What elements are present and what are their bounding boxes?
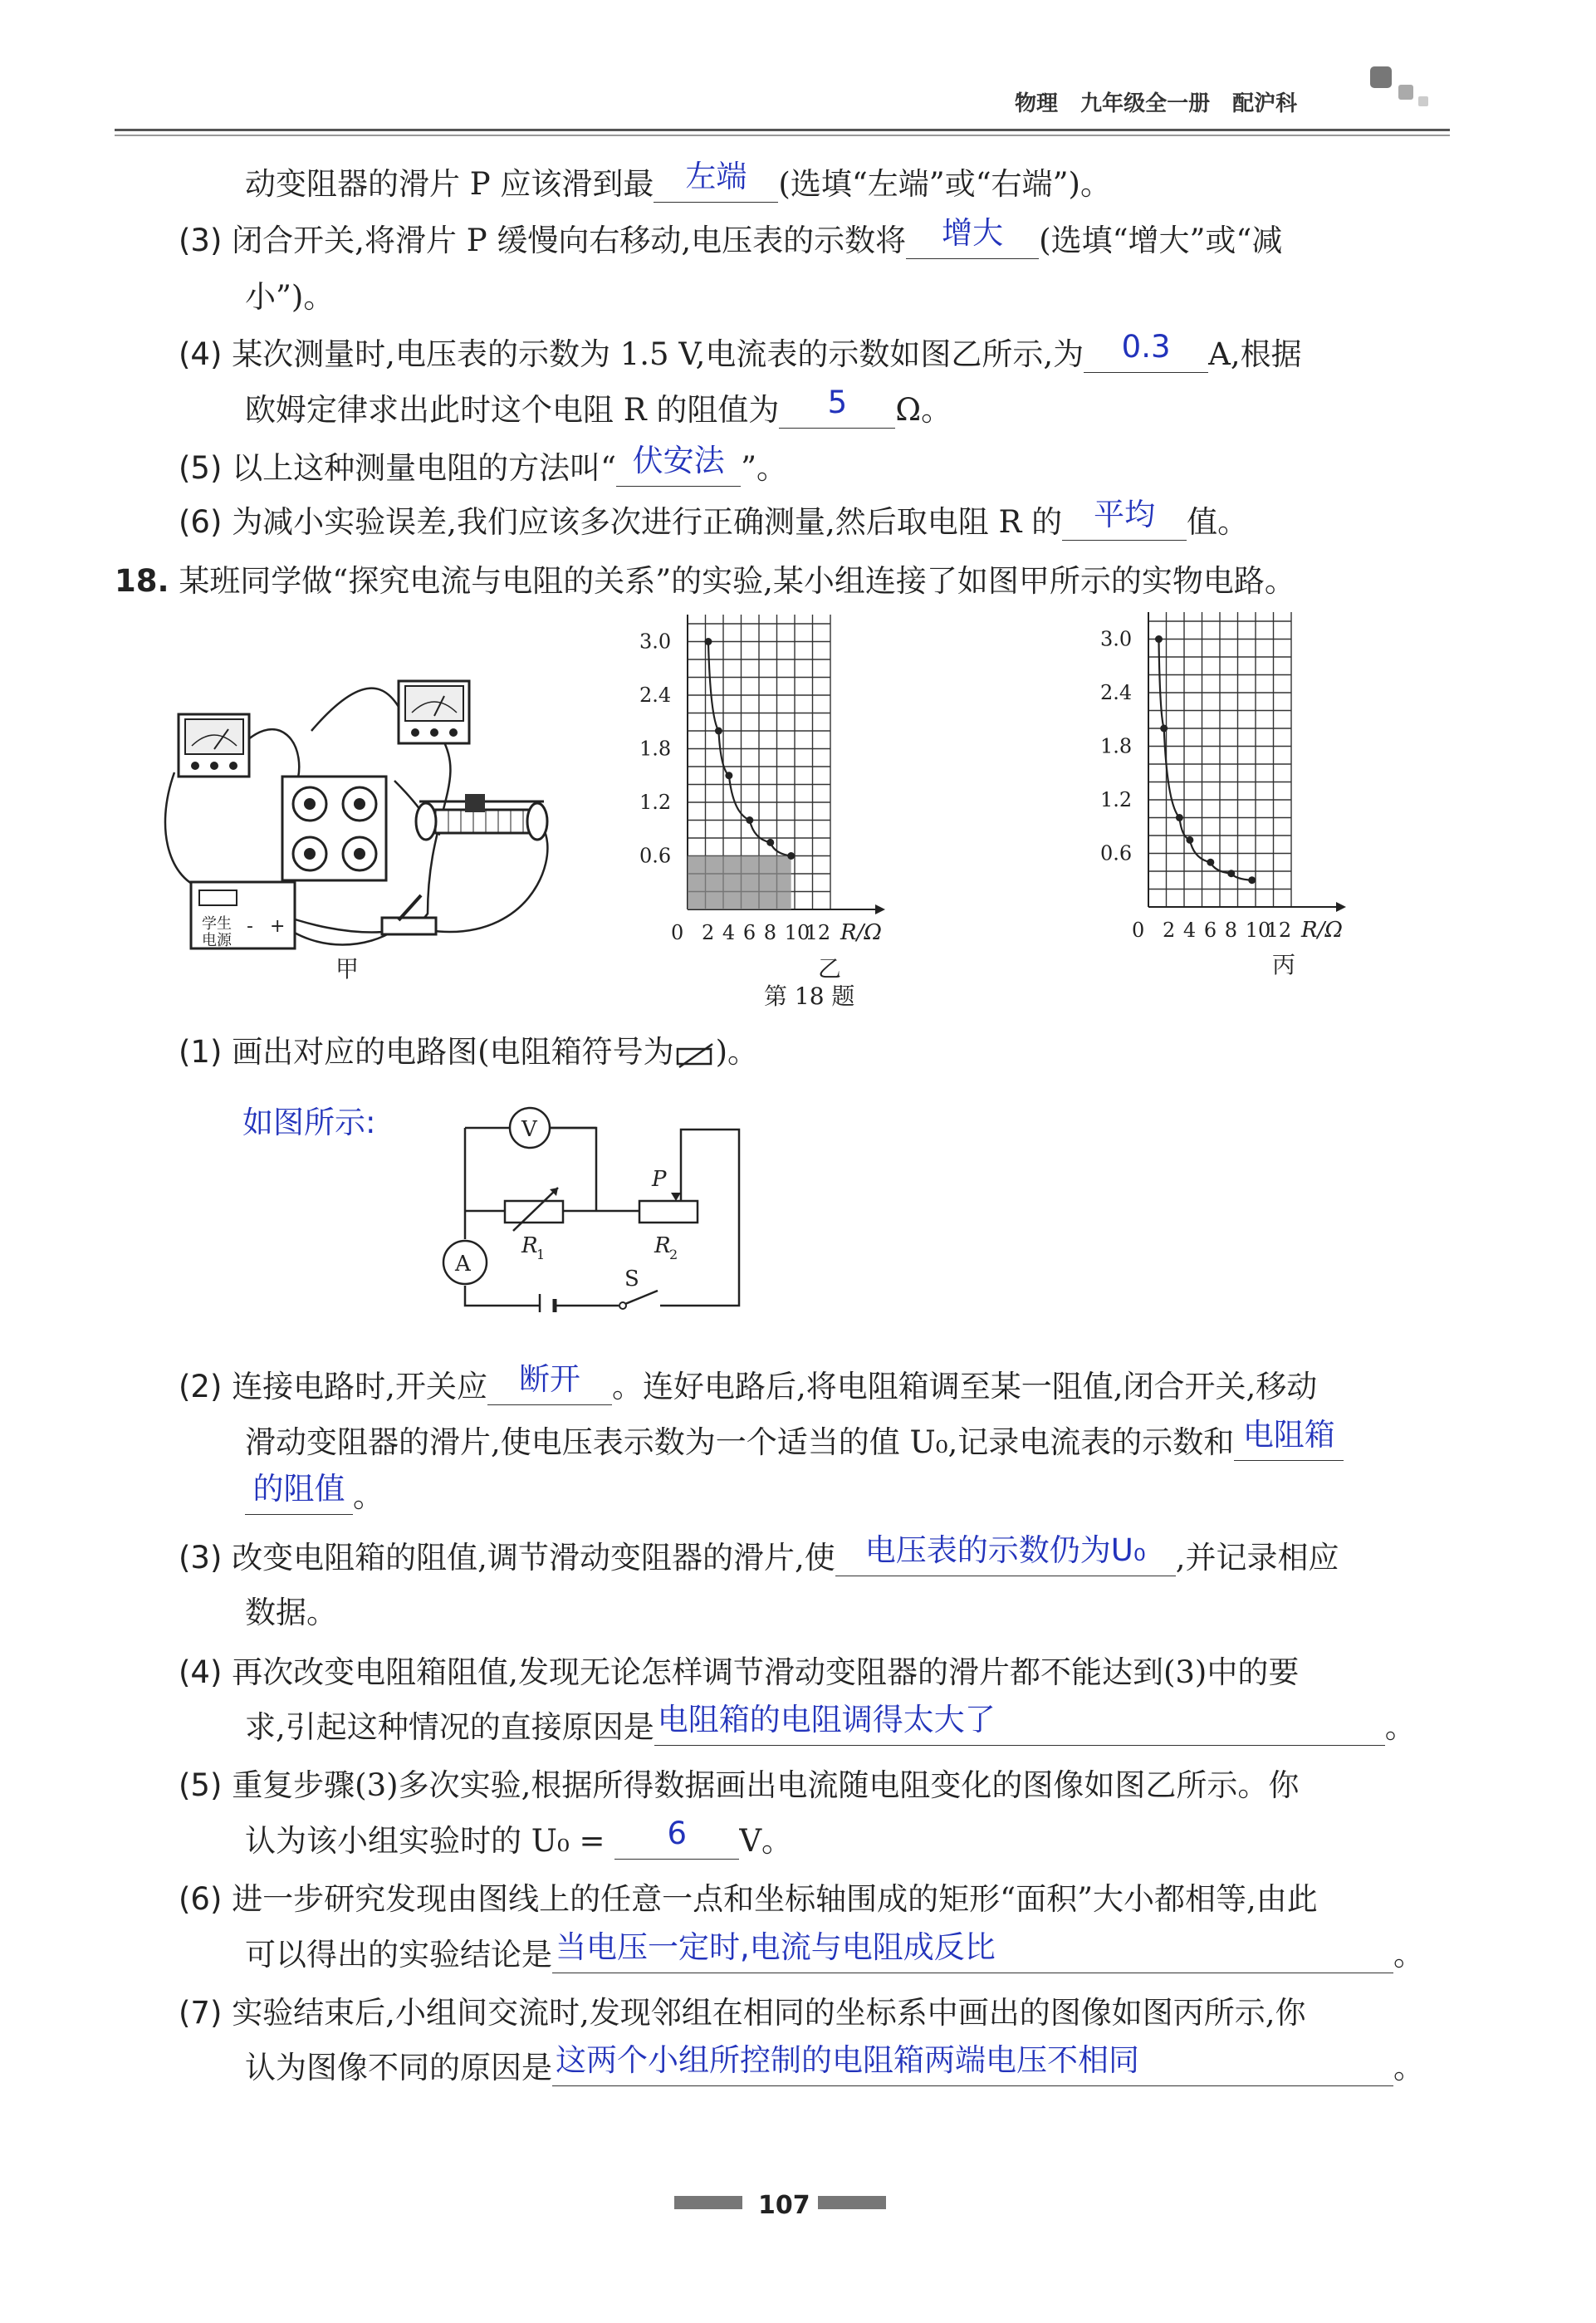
answer-blank: 5 — [779, 396, 895, 429]
svg-text:P: P — [652, 1167, 667, 1192]
x-tick-label: 6 — [742, 921, 756, 944]
q18-sub1: (1) 画出对应的电路图(电阻箱符号为 )。 — [179, 1034, 759, 1070]
answer-blank: 电阻箱的电阻调得太大了 — [654, 1713, 1385, 1746]
answer-blank: 当电压一定时,电流与电阻成反比 — [552, 1941, 1393, 1973]
rheostat-r2 — [639, 1167, 698, 1262]
y-tick-label: 1.2 — [639, 791, 672, 814]
x-tick-label: 6 — [1203, 919, 1217, 942]
x-axis-label: R/Ω — [1301, 918, 1343, 943]
q18-sub4: (4) 再次改变电阻箱阻值,发现无论怎样调节滑动变阻器的滑片都不能达到(3)中的要 — [179, 1654, 1300, 1690]
y-tick-label: 3.0 — [639, 630, 672, 654]
header-rule-thin — [115, 135, 1450, 136]
svg-text:A: A — [455, 1252, 471, 1277]
svg-text:1: 1 — [536, 1247, 546, 1262]
q17-sub4: (4) 某次测量时,电压表的示数为 1.5 V,电流表的示数如图乙所示,为 0.3 A,根据 — [179, 329, 1302, 372]
q18-sub5: (5) 重复步骤(3)多次实验,根据所得数据画出电流随电阻变化的图像如图乙所示。你 — [179, 1767, 1300, 1803]
voltmeter-symbol — [510, 1108, 550, 1148]
x-tick-label: 4 — [1182, 919, 1197, 942]
x-tick-label: 10 — [1245, 919, 1271, 942]
q17-sub6: (6) 为减小实验误差,我们应该多次进行正确测量,然后取电阻 R 的 平均 值。 — [179, 497, 1249, 540]
voltmeter-icon — [399, 681, 469, 743]
q18-sub2-l3: 的阻值 。 — [245, 1478, 384, 1515]
x-tick-label: 12 — [805, 921, 831, 944]
power-supply-icon — [191, 882, 295, 949]
y-tick-label: 1.8 — [639, 737, 672, 761]
answer-blank: 这两个小组所控制的电阻箱两端电压不相同 — [552, 2054, 1393, 2086]
answer-blank: 电阻箱 — [1234, 1429, 1344, 1461]
header-edition: 配沪科 — [1232, 91, 1298, 116]
x-tick-label: 12 — [1266, 919, 1292, 942]
y-tick-label: 3.0 — [1100, 627, 1133, 651]
fig-bing-label: 丙 — [1272, 951, 1296, 978]
fig-yi-label: 乙 — [818, 955, 842, 983]
x-axis-arrow — [1336, 902, 1346, 912]
data-point — [1176, 814, 1183, 821]
svg-text:+: + — [270, 916, 286, 937]
header-subject: 物理 — [1015, 91, 1059, 116]
q18-sub2-l2: 滑动变阻器的滑片,使电压表示数为一个适当的值 U₀,记录电流表的示数和 电阻箱 — [245, 1424, 1344, 1461]
header-rule — [115, 129, 1450, 131]
x-tick-label: 0 — [1132, 919, 1145, 942]
data-point — [746, 816, 753, 824]
ammeter-symbol — [443, 1241, 487, 1284]
svg-text:电源: 电源 — [202, 932, 232, 949]
answer-blank: 的阻值 — [245, 1483, 353, 1515]
data-point — [725, 772, 732, 779]
switch-symbol — [619, 1267, 658, 1309]
data-point — [1160, 725, 1168, 733]
q18-sub1-answer: 如图所示: — [242, 1105, 376, 1140]
y-tick-label: 2.4 — [1100, 681, 1133, 704]
y-tick-label: 1.8 — [1100, 734, 1133, 758]
answer-blank: 增大 — [906, 227, 1039, 259]
rheostat-icon — [416, 794, 547, 840]
q18-sub4-l2: 求,引起这种情况的直接原因是 电阻箱的电阻调得太大了 。 — [245, 1702, 1416, 1745]
y-tick-label: 1.2 — [1100, 788, 1133, 811]
svg-text:-: - — [247, 916, 253, 937]
q18-sub5-l2: 认为该小组实验时的 U₀ = 6 V。 — [245, 1816, 793, 1859]
chart-grid — [1148, 612, 1291, 907]
x-tick-label: 0 — [671, 921, 684, 944]
resistance-box-r1 — [505, 1188, 563, 1262]
q18-sub3-l2: 数据。 — [245, 1595, 337, 1630]
x-tick-label: 8 — [1224, 919, 1238, 942]
y-tick-label: 0.6 — [1100, 841, 1133, 865]
q18-sub6-l2: 可以得出的实验结论是 当电压一定时,电流与电阻成反比 。 — [245, 1929, 1424, 1973]
q18-sub7-l2: 认为图像不同的原因是 这两个小组所控制的电阻箱两端电压不相同 。 — [245, 2042, 1424, 2085]
chart-yi — [631, 615, 1030, 947]
x-tick-label: 10 — [784, 921, 810, 944]
svg-text:R: R — [521, 1233, 538, 1258]
q17-line-1: 动变阻器的滑片 P 应该滑到最 左端 (选填“左端”或“右端”)。 — [245, 159, 1111, 202]
q18-stem: 18. 某班同学做“探究电流与电阻的关系”的实验,某小组连接了如图甲所示的实物电路。 — [115, 563, 1295, 599]
q18-sub2: (2) 连接电路时,开关应 断开 。连好电路后,将电阻箱调至某一阻值,闭合开关,移动 — [179, 1361, 1318, 1404]
y-tick-label: 0.6 — [639, 844, 672, 868]
page-header — [0, 0, 1596, 141]
answer-blank: 6 — [614, 1827, 739, 1860]
data-point — [766, 839, 774, 846]
x-tick-label: 2 — [1162, 919, 1176, 942]
circuit-diagram — [432, 1088, 764, 1312]
q17-sub3-cont: 小”)。 — [245, 279, 335, 315]
q17-sub3: (3) 闭合开关,将滑片 P 缓慢向右移动,电压表的示数将 增大 (选填“增大”或“减 — [179, 215, 1283, 258]
answer-blank: 0.3 — [1084, 341, 1208, 373]
answer-blank: 断开 — [487, 1373, 612, 1405]
q18-sub3: (3) 改变电阻箱的阻值,调节滑动变阻器的滑片,使 电压表的示数仍为U₀ ,并记录相应 — [179, 1532, 1339, 1576]
data-point — [1248, 876, 1256, 884]
figure-caption: 第 18 题 — [764, 983, 855, 1010]
resistance-box-symbol-icon — [674, 1041, 716, 1069]
page-number: 107 — [758, 2191, 810, 2220]
answer-blank: 左端 — [654, 170, 778, 203]
fig-jia-label: 甲 — [335, 955, 360, 983]
svg-text:S: S — [624, 1267, 639, 1291]
q18-sub6: (6) 进一步研究发现由图线上的任意一点和坐标轴围成的矩形“面积”大小都相等,由此 — [179, 1881, 1318, 1917]
data-point — [715, 728, 722, 735]
y-tick-label: 2.4 — [639, 684, 672, 707]
x-tick-label: 8 — [763, 921, 777, 944]
resistance-box-icon — [282, 777, 386, 880]
header-decoration-icon — [1362, 60, 1453, 118]
answer-blank: 平均 — [1062, 508, 1187, 541]
answer-blank: 电压表的示数仍为U₀ — [835, 1544, 1176, 1576]
svg-text:学生: 学生 — [202, 915, 232, 933]
svg-text:2: 2 — [669, 1247, 678, 1262]
figure-jia-physical-circuit — [154, 664, 585, 972]
battery-symbol — [540, 1294, 555, 1312]
svg-text:R: R — [654, 1233, 671, 1258]
q17-sub4-cont: 欧姆定律求出此时这个电阻 R 的阻值为 5 Ω。 — [245, 385, 952, 428]
footer-bar-left — [674, 2196, 742, 2209]
data-point — [1227, 870, 1235, 877]
footer-bar-right — [818, 2196, 886, 2209]
x-tick-label: 4 — [722, 921, 736, 944]
data-point — [1186, 836, 1193, 844]
svg-text:V: V — [521, 1117, 537, 1142]
chart-bing — [1092, 612, 1491, 944]
data-point — [1155, 635, 1163, 643]
ammeter-icon — [179, 714, 249, 777]
answer-blank: 伏安法 — [616, 454, 741, 487]
shaded-area — [688, 856, 791, 910]
q18-sub7: (7) 实验结束后,小组间交流时,发现邻组在相同的坐标系中画出的图像如图丙所示,你 — [179, 1995, 1306, 2031]
data-point — [787, 852, 795, 860]
q17-sub5: (5) 以上这种测量电阻的方法叫“ 伏安法 ”。 — [179, 443, 788, 486]
x-axis-arrow — [875, 904, 885, 914]
x-axis-label: R/Ω — [840, 920, 882, 945]
x-tick-label: 2 — [701, 921, 715, 944]
data-point — [1207, 859, 1214, 866]
data-point — [704, 638, 712, 645]
header-title — [1015, 86, 1297, 117]
header-grade: 九年级全一册 — [1080, 91, 1211, 116]
